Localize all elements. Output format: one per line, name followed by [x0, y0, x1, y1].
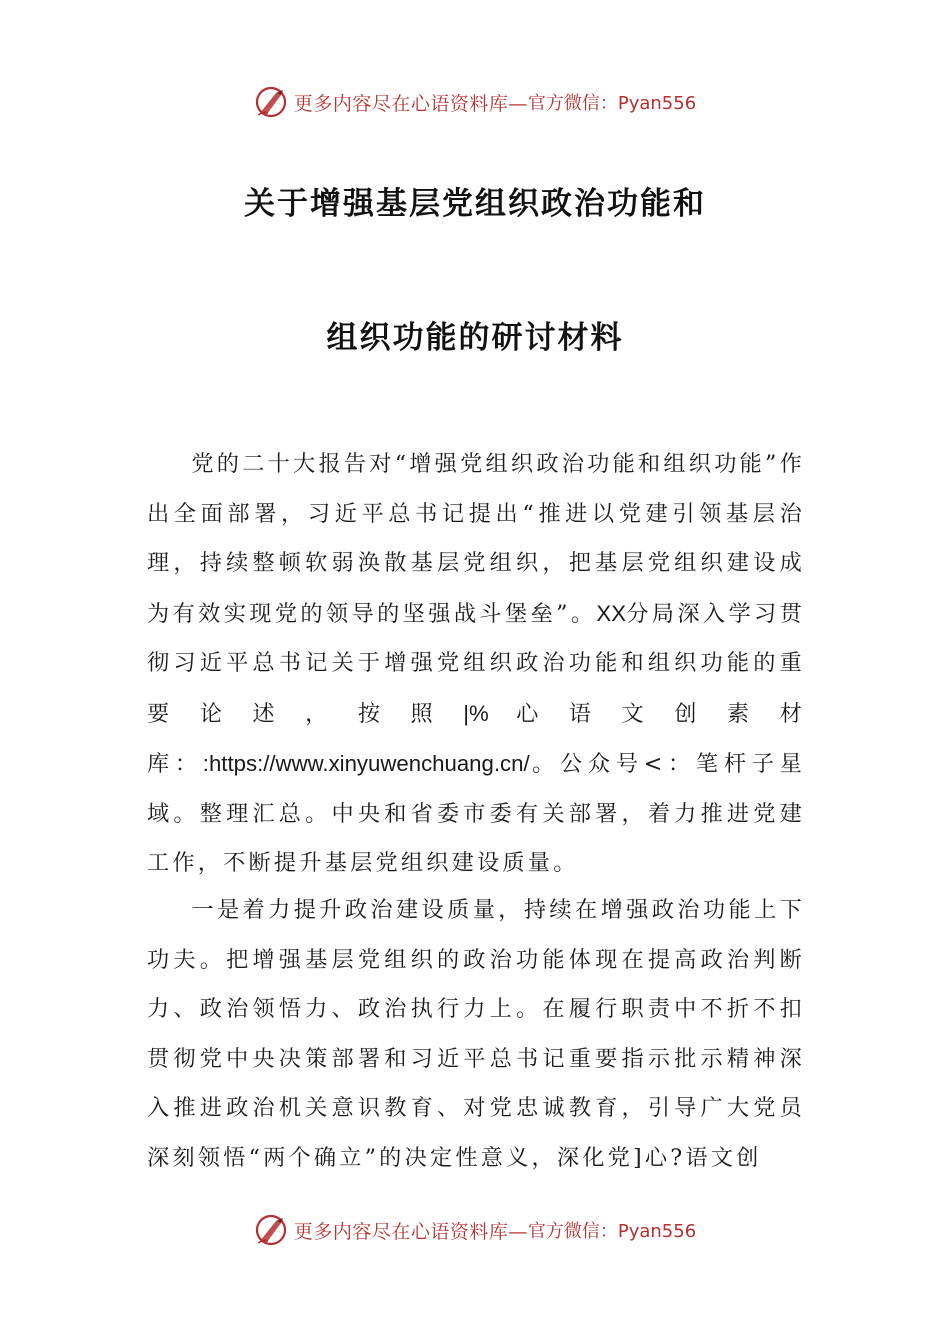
paragraph-1-part-2: 分局深入学习贯彻习近平总书记关于增强党组织政治功能和组织功能的重要论述，按照 [147, 600, 805, 727]
body-paragraph-1 [147, 440, 805, 889]
pen-logo-icon [254, 1213, 288, 1247]
paragraph-1-part-1: 党的二十大报告对“增强党组织政治功能和组织功能”作出全面部署，习近平总书记提出“推进以党建引领基层治理，持续整顿软弱涣散基层党组织，把基层党组织建设成为有效实现党的领导的坚强战斗堡垒”。 [147, 451, 805, 627]
paragraph-2-text: 一是着力提升政治建设质量，持续在增强政治功能上下功夫。把增强基层党组织的政治功能体现在提高政治判断力、政治领悟力、政治执行力上。在履行职责中不折不扣贯彻党中央决策部署和习近平总书记重要指示批示精神深入推进政治机关意识教育、对党忠诚教育，引导广大党员深刻领悟“两个确立”的决定性意义，深化党]心?语文创 [147, 897, 805, 1171]
header-banner-text: 更多内容尽在心语资料库— [293, 92, 528, 115]
paragraph-1-part-3: 心语文创素材库： [147, 700, 805, 777]
paragraph-1-latin-1: XX [596, 600, 627, 626]
footer-banner [0, 1208, 950, 1252]
header-banner [0, 80, 950, 124]
document-title-line-2: 组织功能的研讨材料 [326, 320, 624, 356]
body-paragraph-2 [147, 886, 805, 1183]
paragraph-1-part-4: 。公众号<：笔杆子星域。整理汇总。中央和省委市委有关部署，着力推进党建工作，不断提升基层党组织建设质量。 [147, 751, 805, 876]
pen-logo-icon [254, 85, 288, 119]
paragraph-1-url: :https://www.xinyuwenchuang.cn/ [202, 751, 530, 776]
document-title-line-1: 关于增强基层党组织政治功能和 [244, 186, 706, 222]
footer-banner-wechat: 官方微信：Pyan556 [527, 1221, 697, 1242]
footer-banner-text: 更多内容尽在心语资料库— [293, 1220, 528, 1243]
header-banner-wechat: 官方微信：Pyan556 [527, 93, 697, 114]
paragraph-1-latin-2: |% [463, 700, 489, 726]
